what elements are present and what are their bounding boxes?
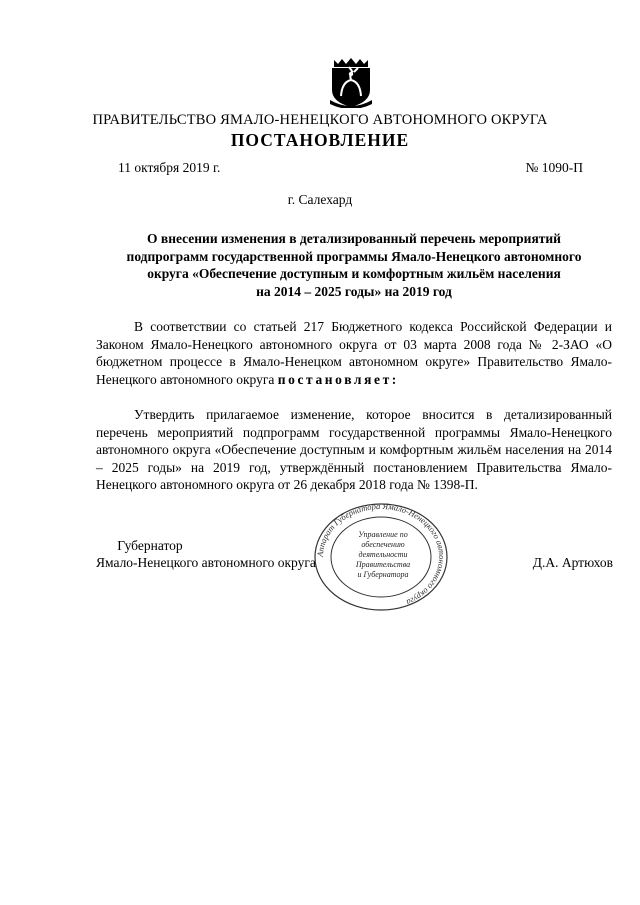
title-line: подпрограмм государственной программы Ямало-Ненецкого автономного bbox=[126, 248, 582, 264]
stamp-inner-text bbox=[348, 530, 418, 580]
title-line: на 2014 – 2025 годы» на 2019 год bbox=[256, 283, 452, 299]
organization-name: ПРАВИТЕЛЬСТВО ЯМАЛО-НЕНЕЦКОГО АВТОНОМНОГО ОКРУГА bbox=[92, 112, 548, 128]
stamp-line: обеспечению bbox=[361, 540, 405, 549]
signatory-name: Д.А. Артюхов bbox=[532, 555, 613, 570]
stamp-line: Управление по bbox=[358, 530, 408, 539]
coat-of-arms-icon bbox=[328, 56, 374, 108]
stamp-line: и Губернатора bbox=[357, 570, 409, 579]
signatory-organization: Ямало-Ненецкого автономного округа bbox=[96, 555, 316, 570]
document-type: ПОСТАНОВЛЕНИЕ bbox=[230, 130, 410, 150]
title-line: О внесении изменения в детализированный перечень мероприятий bbox=[147, 231, 561, 246]
stamp-ring-text: Аппарат Губернатора Ямало-Ненецкого автономного округа bbox=[314, 502, 448, 608]
body-paragraph-1 bbox=[96, 318, 612, 388]
document-city: г. Салехард bbox=[287, 192, 353, 207]
document-number: № 1090-П bbox=[525, 160, 583, 175]
document-date: 11 октября 2019 г. bbox=[118, 160, 221, 175]
stamp-line: Правительства bbox=[355, 560, 411, 569]
document-title bbox=[96, 230, 612, 300]
decree-word: постановляет: bbox=[277, 371, 399, 387]
body-paragraph-2: Утвердить прилагаемое изменение, которое вносится в детализированный перечень мероприятий подпрограмм государственной программы Ямало-Ненецкого автономного округа «Обеспечение доступным и комфортным жильём населения на 2014 – 2025 годы» на 2019 год, утверждённый постановлением Правительства Ямало-Ненецкого автономного округа от 26 декабря 2018 года № 1398-П. bbox=[96, 407, 612, 492]
paragraph-1-text: В соответствии со статьей 217 Бюджетного кодекса Российской Федерации и Законом Ямало-Ненецкого автономного округа от 03 марта 2008 года № 2-ЗАО «О бюджетном процессе в Ямало-Ненецком автономном округе» Правительство Ямало-Ненецкого автономного округа bbox=[96, 319, 612, 387]
signatory-position: Губернатор bbox=[117, 538, 183, 553]
title-line: округа «Обеспечение доступным и комфортным жильём населения bbox=[147, 266, 561, 281]
stamp-line: деятельности bbox=[358, 550, 408, 559]
